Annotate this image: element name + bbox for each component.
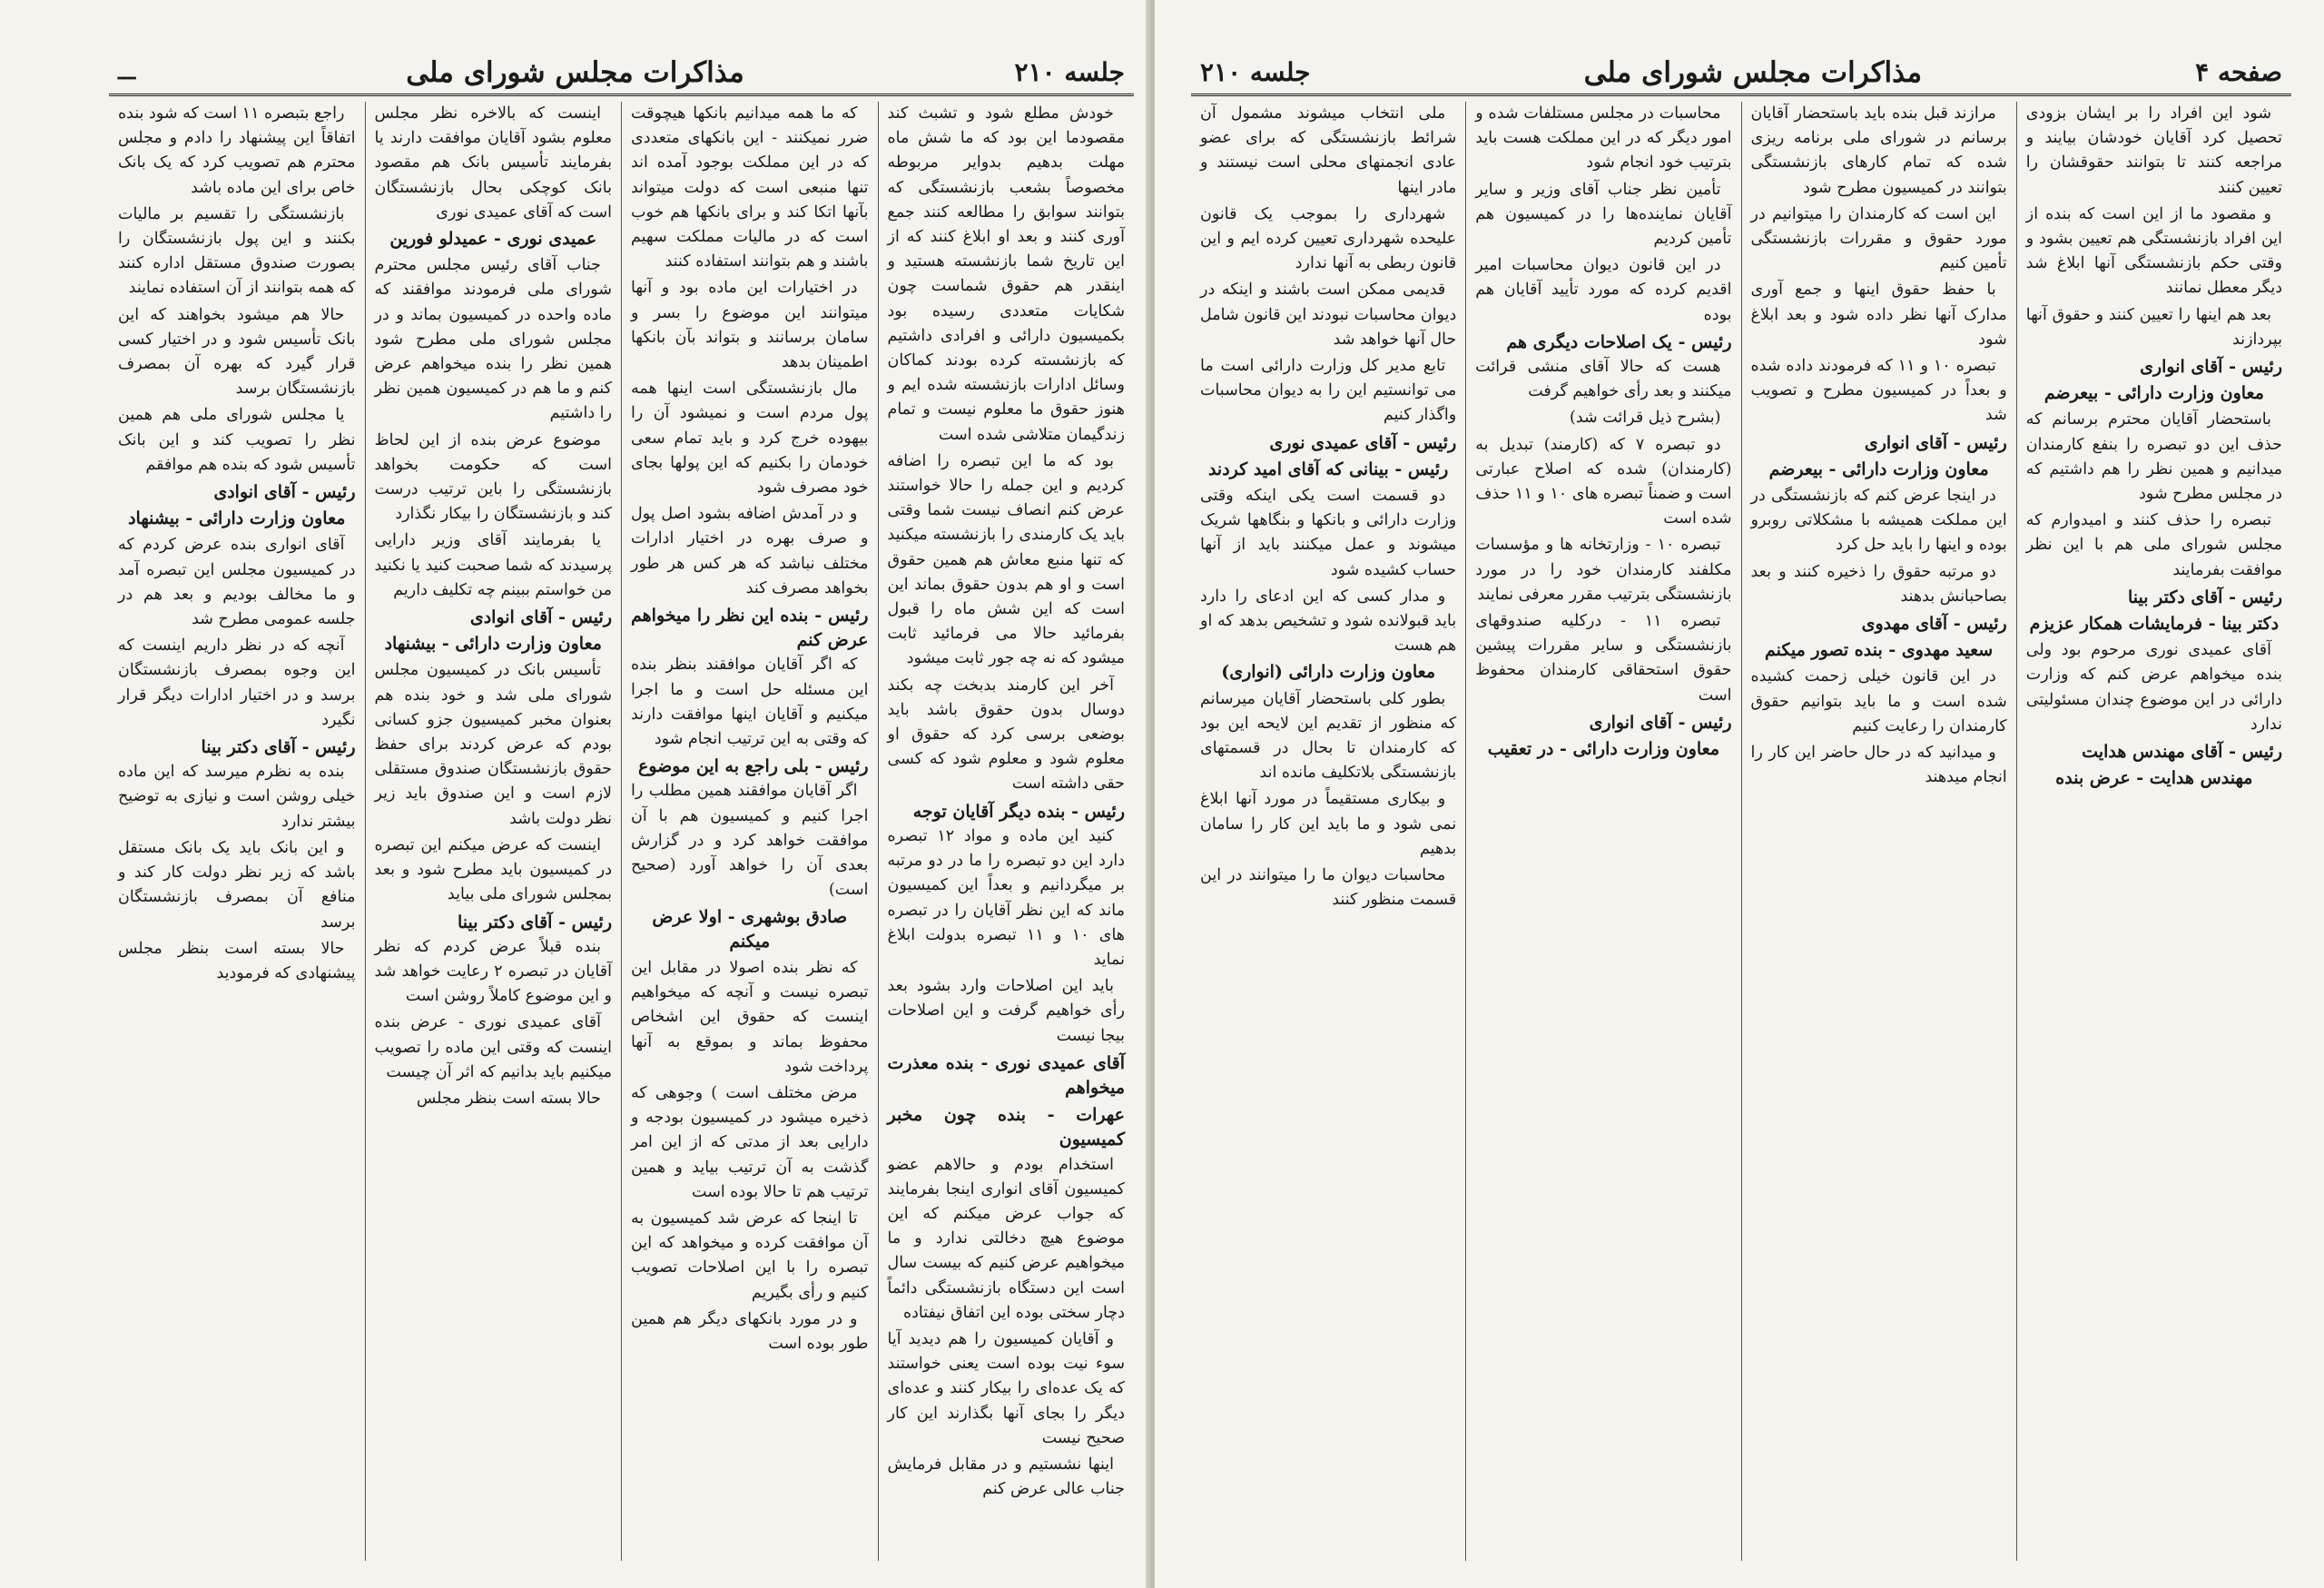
paragraph: آقای انواری بنده عرض کردم که در کمیسیون مجلس این تبصره آمد و ما مخالف بودیم و بعد هم در جلسه عمومی مطرح شد [118, 536, 356, 629]
speaker-line: رئیس - بنده این نظر را میخواهم عرض کنم [631, 606, 869, 651]
speaker-line: آقای عمیدی نوری - بنده معذرت میخواهم [887, 1052, 1125, 1098]
paragraph: تبصره را حذف کنند و امیدوارم که مجلس شورای ملی هم با این نظر موافقت بفرمایند [2025, 511, 2282, 579]
speaker-line: رئیس - آقای انواری [1589, 712, 1732, 733]
paragraph: حالا هم میشود بخواهند که این بانک تأسیس شود و در اختیار کسی قرار گیرد که بهره آن بمصرف بازنشستگان برسد [118, 305, 356, 399]
paragraph: تابع مدیر کل وزارت دارائی است ما می توانستیم این را به دیوان محاسبات واگذار کنیم [1200, 357, 1457, 425]
paragraph: که نظر بنده اصولا در مقابل این تبصره نیست و آنچه که میخواهیم اینست که حقوق این اشخاص محفوظ بماند و بموقع به آنها پرداخت شود [631, 958, 869, 1076]
paragraph: بنده به نظرم میرسد که این ماده خیلی روشن است و نیازی به توضیح بیشتر ندارد [118, 763, 356, 831]
speaker-heading: معاون وزارت دارائی - بیشنهاد [384, 634, 602, 655]
paragraph: و بیکاری مستقیماً در مورد آنها ابلاغ نمی شود و ما باید این کار را سامان بدهیم [1200, 790, 1457, 858]
speaker-line: رئیس - آقای مهندس هدایت [2082, 742, 2282, 763]
paragraph: اگر آقایان موافقند همین مطلب را اجرا کنیم و کمیسیون هم با آن موافقت خواهد کرد و در گزارش بعدی آن را خواهد آورد (صحیح است) [631, 782, 869, 900]
paragraph: و در آمدش اضافه بشود اصل پول و صرف بهره در اختیار ادارات مختلف نباشد که هر کس هر طور بخواهد مصرف کند [631, 505, 869, 597]
paragraph: باستحضار آقایان محترم برسانم که حذف این دو تبصره را بنفع کارمندان میدانیم و همین نظر را هم داشتیم که در مجلس مطرح شود [2025, 410, 2282, 504]
paragraph: در این قانون دیوان محاسبات امیر اقدیم کرده که مورد تأیید آقایان هم بوده [1475, 256, 1732, 324]
paragraph: بازنشستگی را تقسیم بر مالیات بکنند و این پول بازنشستگان را بصورت صندوق مستقل اداره کنند که همه بتوانند از آن استفاده نمایند [118, 204, 356, 298]
paragraph: بعد هم اینها را تعیین کنند و حقوق آنها بپردازند [2025, 305, 2282, 349]
paragraph: شهرداری را بموجب یک قانون علیحده شهرداری تعیین کرده ایم و این قانون ربطی به آنها ندارد [1200, 204, 1457, 273]
paragraph: کنید این ماده و مواد ۱۲ تبصره دارد این دو تبصره را ما در دو مرتبه بر میگردانیم و بعداً این کمیسیون ماند که این نظر آقایان را در تبصره های ۱۰ و ۱۱ تبصره بدولت ابلاغ نماید [887, 826, 1126, 969]
page-number-label: صفحه ۴ [2195, 57, 2282, 87]
paragraph: آنچه که در نظر داریم اینست که این وجوه بمصرف بازنشستگان برسد و در اختیار ادارات دیگر قرار نگیرد [118, 636, 356, 729]
left-page [0, 0, 1151, 1588]
paragraph: تبصره ۱۱ - درکلیه صندوقهای بازنشستگی و سایر مقررات پیشین حقوق استحقاقی کارمندان محفوظ است [1475, 612, 1732, 705]
left-page-header [109, 51, 1134, 96]
speaker-heading: عمیدی نوری - عمیدلو فورین [389, 229, 597, 250]
paragraph: دو مرتبه حقوق را ذخیره کنند و بعد بصاحبانش بدهند [1750, 562, 2007, 606]
paragraph: یا مجلس شورای ملی هم همین نظر را تصویب کند و این بانک تأسیس شود که بنده هم موافقم [118, 406, 356, 474]
paragraph: این است که کارمندان را میتوانیم در مورد حقوق و مقررات بازنشستگی تأمین کنیم [1750, 204, 2007, 273]
paragraph: اینها نشستیم و در مقابل فرمایش جناب عالی عرض کنم [887, 1455, 1125, 1499]
paragraph: تأمین نظر جناب آقای وزیر و سایر آقایان نماینده‌ها را در کمیسیون هم تأمین کردیم [1475, 180, 1732, 249]
paragraph: در اختیارات این ماده بود و آنها میتوانند این موضوع را بسر و سامان برسانند و بتواند بآن بانکها اطمینان بدهد [631, 279, 869, 372]
page-title: مذاکرات مجلس شورای ملی [406, 55, 744, 89]
paragraph: استخدام بودم و حالاهم عضو کمیسیون آقای انواری اینجا بفرمایند که جواب عرض میکنم که این موضوع هیچ دخالتی ندارد و ما میخواهیم عرض کنیم که بیست سال است این دستگاه بازنشستگی دائماً دچار سختی بوده این اتفاق نیفتاده [887, 1155, 1125, 1322]
right-page-header [1191, 51, 2291, 96]
speaker-heading: صادق بوشهری - اولا عرض میکنم [652, 906, 848, 952]
paragraph: تبصره ۱۰ و ۱۱ که فرمودند داده شده و بعداً در کمیسیون مطرح و تصویب شد [1750, 357, 2007, 425]
right-page-columns [1191, 102, 2291, 1561]
paragraph: بود که ما این تبصره را اضافه کردیم و این جمله را حالا خواستند عرض کنم انصاف نیست شما وقتی باید یک کارمندی را بازنشسته میکنید که تنها منبع معاش هم همین حقوق است و او هم بدون حقوق بماند این است که این شش ماه را قبول بفرمائید حالا می فرمائید ثابت میشود که نه چه جور ثابت میشود [887, 451, 1125, 668]
page-title: مذاکرات مجلس شورای ملی [1583, 55, 1923, 89]
speaker-line: عهرات - بنده چون مخبر کمیسیون [887, 1105, 1125, 1150]
paragraph: با حفظ حقوق اینها و جمع آوری مدارک آنها نظر داده شود و بعد ابلاغ شود [1750, 281, 2007, 349]
speaker-line: رئیس - آقای عمیدی نوری [1269, 432, 1457, 453]
text-column [109, 102, 365, 1561]
speaker-heading: سعید مهدوی - بنده تصور میکنم [1765, 640, 1994, 661]
paragraph: بنده قبلاً عرض کردم که نظر آقایان در تبصره ۲ رعایت خواهد شد و این موضوع کاملاً روشن است [374, 937, 612, 1006]
paragraph: تأسیس بانک در کمیسیون مجلس شورای ملی شد و خود بنده هم بعنوان مخبر کمیسیون جزو کسانی بودم که عرض کردند برای حفظ حقوق بازنشستگان صندوق مستقلی لازم است و این صندوق باید زیر نظر دولت باشد [374, 661, 612, 828]
speaker-heading: معاون وزارت دارائی - در تعقیب [1487, 739, 1720, 760]
paragraph: و آقایان کمیسیون را هم دیدید آیا سوء نیت بوده است یعنی خواستند که یک عده‌ای را بیکار کنند و عده‌ای دیگر را بجای آنها بگذارند این کار صحیح نیست [887, 1329, 1125, 1447]
speaker-line: رئیس - یک اصلاحات دیگری هم [1506, 331, 1732, 352]
left-page-columns [109, 102, 1134, 1561]
paragraph: مرض مختلف است ) وجوهی که ذخیره میشود در کمیسیون بودجه و دارایی بعد از مدتی که از این امر گذشت به آن ترتیب بیاید و همین ترتیب هم تا حالا بوده است [631, 1083, 869, 1201]
paragraph: دو قسمت است یکی اینکه وقتی وزارت دارائی و بانکها و بنگاهها شریک میشوند و عمل میکنند باید از آنها حساب کشیده شود [1200, 487, 1457, 579]
speaker-line: رئیس - آقای دکتر بینا [2127, 587, 2282, 607]
paragraph: که ما همه میدانیم بانکها هیچوقت ضرر نمیکنند - این بانکهای متعددی که در این مملکت بوجود آمده اند تنها منبعی است که دولت میتواند بآنها اتکا کند و برای بانکها هم خوب است که در مالیات مملکت سهیم باشند و هم بتوانند استفاده کنند [631, 104, 869, 271]
header-dash: ـــ [118, 60, 136, 84]
paragraph: و این بانک باید یک بانک مستقل باشد که زیر نظر دولت کار کند و منافع آن بمصرف بازنشستگان برسد [118, 838, 356, 932]
speaker-line: رئیس - بنده دیگر آقایان توجه [912, 801, 1125, 822]
right-page [1155, 0, 2324, 1588]
speaker-line: رئیس - آقای انوادی [213, 482, 356, 503]
paragraph: محاسبات در مجلس مستلفات شده و امور دیگر که در این مملکت هست باید بترتیب خود انجام شود [1475, 104, 1732, 173]
paragraph: شود این افراد را بر ایشان بزودی تحصیل کرد آقایان خودشان بیایند و مراجعه کنند تا بتوانند حقوقشان را تعیین کنند [2025, 104, 2282, 197]
session-label: جلسه ۲۱۰ [1200, 57, 1311, 87]
paragraph: موضوع عرض بنده از این لحاظ است که حکومت بخواهد بازنشستگی را باین ترتیب درست کند و بازنشستگان را بیکار نگذارد [374, 430, 612, 524]
speaker-line: رئیس - آقای دکتر بینا [457, 912, 612, 932]
text-column [365, 102, 622, 1561]
speaker-heading: مهندس هدایت - عرض بنده [2055, 768, 2253, 789]
text-column [878, 102, 1135, 1561]
speaker-heading: دکتر بینا - فرمایشات همکار عزیزم [2029, 614, 2280, 635]
paragraph: اینست که عرض میکنم این تبصره در کمیسیون باید مطرح شود و بعد بمجلس شورای ملی بیاید [374, 835, 612, 904]
paragraph: که اگر آقایان موافقند بنظر بنده این مسئله حل است و ما اجرا میکنیم و آقایان اینها موافقت دارند که وقتی به این ترتیب انجام شود [631, 656, 869, 749]
paragraph: هست که حالا آقای منشی قرائت میکنند و بعد رأی خواهیم گرفت [1475, 358, 1732, 401]
paragraph: راجع بتبصره ۱۱ است که شود بنده اتفاقاً این پیشنهاد را دادم و مجلس محترم هم تصویب کرد که یک بانک خاص برای این ماده باشد [117, 104, 356, 197]
speaker-line: رئیس - آقای انواری [1864, 432, 2007, 453]
text-column [1741, 102, 2016, 1561]
paragraph: باید این اصلاحات وارد بشود بعد رأی خواهیم گرفت و این اصلاحات بیجا نیست [887, 977, 1125, 1045]
speaker-line: رئیس - آقای مهدوی [1861, 614, 2007, 635]
speaker-heading: معاون وزارت دارائی - بیعرضم [1768, 459, 1989, 479]
paragraph: مال بازنشستگی است اینها همه پول مردم است و نمیشود آن را بیهوده خرج کرد و باید تمام سعی خودمان را بکنیم که این پولها بجای خود مصرف شود [631, 380, 869, 498]
paragraph: دو تبصره ۷ که (کارمند) تبدیل به (کارمندان) شده که اصلاح عبارتی است و ضمناً تبصره های ۱۰ و ۱۱ حذف شده است [1475, 435, 1732, 528]
speaker-heading: معاون وزارت دارائی - بیشنهاد [128, 508, 346, 529]
paragraph: مرازند قبل بنده باید باستحضار آقایان برسانم در شورای ملی برنامه ریزی شده که تمام کارهای بازنشستگی بتوانند در کمیسیون مطرح شود [1750, 104, 2007, 197]
speaker-heading: رئیس - بینانی که آقای امید کردند [1207, 459, 1449, 479]
paragraph: تبصره ۱۰ - وزارتخانه ها و مؤسسات مکلفند کارمندان خود را در مورد بازنشستگی بترتیب مقرر معرفی نمایند [1475, 536, 1732, 604]
paragraph: حالا بسته است بنظر مجلس [416, 1089, 601, 1108]
text-column [2016, 102, 2291, 1561]
paragraph: و مقصود ما از این است که بنده از این افراد بازنشستگی هم تعیین بشود و وقتی حکم بازنشستگی آنها ابلاغ شد دیگر معطل نمانند [2025, 204, 2282, 298]
text-column [1191, 102, 1465, 1561]
paragraph: و میدانید که در حال حاضر این کار را انجام میدهند [1750, 744, 2007, 787]
speaker-line: رئیس - آقای دکتر بینا [201, 737, 356, 758]
speaker-line: رئیس - آقای انوادی [469, 607, 612, 628]
paragraph: خودش مطلع شود و تشبث کند مقصودما این بود که ما شش ماه مهلت بدهیم بدوایر مربوطه مخصوصاً بشعب بازنشستگی که بتوانند سوابق را مطالعه کنند جمع آوری کنند و بعد او ابلاغ کنند که از این تاریخ شما بازنشسته هستید و اینقدر هم حقوق شماست چون شکایات متعددی رسیده بود بکمیسیون دارائی و افرادی داشتیم که بازنشسته کرده بودند کماکان وسائل ادارات بازنشسته شده ایم و هنوز حقوق ما معلوم نیست و تمام زندگیمان متلاشی شده است [887, 104, 1125, 444]
paragraph: قدیمی ممکن است باشند و اینکه در دیوان محاسبات نبودند این قانون شامل حال آنها خواهد شد [1200, 281, 1457, 349]
paragraph: آقای عمیدی نوری مرحوم بود ولی بنده میخواهم عرض کنم که وزارت دارائی در این موضوع چندان مسئولیتی ندارد [2025, 641, 2282, 734]
paragraph: در این قانون خیلی زحمت کشیده شده است و ما باید بتوانیم حقوق کارمندان را رعایت کنیم [1750, 667, 2007, 735]
paragraph: بطور کلی باستحضار آقایان میرسانم که منظور از تقدیم این لایحه این بود که کارمندان تا بحال در قسمتهای بازنشستگی بلاتکلیف مانده اند [1200, 689, 1457, 783]
speaker-heading: معاون وزارت دارائی - بیعرضم [2043, 383, 2264, 404]
paragraph: و مدار کسی که این ادعای را دارد باید قبولانده شود و تشخیص بدهد که او هم هست [1200, 587, 1457, 656]
paragraph: جناب آقای رئیس مجلس محترم شورای ملی فرمودند موافقند که ماده واحده در کمیسیون بماند و در مجلس شورای ملی مطرح شود همین نظر را بنده میخواهم عرض کنم و ما هم در کمیسیون همین نظر را داشتیم [374, 256, 612, 423]
paragraph: ملی انتخاب میشوند مشمول آن شرائط بازنشستگی که برای عضو عادی انجمنهای محلی است نیستند و مادر اینها [1200, 104, 1457, 197]
text-column [621, 102, 878, 1561]
paragraph: حالا بسته است بنظر مجلس پیشنهادی که فرمودید [118, 939, 356, 982]
paragraph: آقای عمیدی نوری - عرض بنده اینست که وقتی این ماده را تصویب میکنیم باید بدانیم که اثر آن چیست [374, 1013, 612, 1081]
paragraph: اینست که بالاخره نظر مجلس معلوم بشود آقایان موافقت دارند یا بفرمایند تأسیس بانک هم مقصود بانک کوچکی بحال بازنشستگان است که آقای عمیدی نوری [374, 104, 612, 222]
text-column [1465, 102, 1740, 1561]
paragraph: آخر این کارمند بدبخت چه بکند دوسال بدون حقوق باشد باید بوضعی برسی کرد که حقوق او معلوم شود و معلوم شود که کسی حقی داشته است [887, 676, 1125, 794]
paragraph: و در مورد بانکهای دیگر هم همین طور بوده است [631, 1309, 869, 1353]
paragraph: تا اینجا که عرض شد کمیسیون به آن موافقت کرده و میخواهد که این تبصره را با این اصلاحات تصویب کنیم و رأی بگیریم [631, 1208, 869, 1302]
paragraph: در اینجا عرض کنم که بازنشستگی در این مملکت همیشه با مشکلاتی روبرو بوده و اینها را باید حل کرد [1750, 487, 2007, 555]
speaker-line: رئیس - بلی راجع به این موضوع [637, 756, 869, 777]
paragraph: (بشرح ذیل قرائت شد) [1570, 409, 1721, 428]
session-label: جلسه ۲۱۰ [1014, 57, 1125, 87]
speaker-line: رئیس - آقای انواری [2140, 357, 2282, 378]
speaker-heading: معاون وزارت دارائی (انواری) [1221, 662, 1436, 683]
paragraph: محاسبات دیوان ما را میتوانند در این قسمت منظور کنند [1200, 866, 1457, 910]
paragraph: یا بفرمایند آقای وزیر دارایی پرسیدند که شما صحبت کنید یا نکنید من خواستم ببینم چه تکلیف داریم [374, 531, 612, 599]
